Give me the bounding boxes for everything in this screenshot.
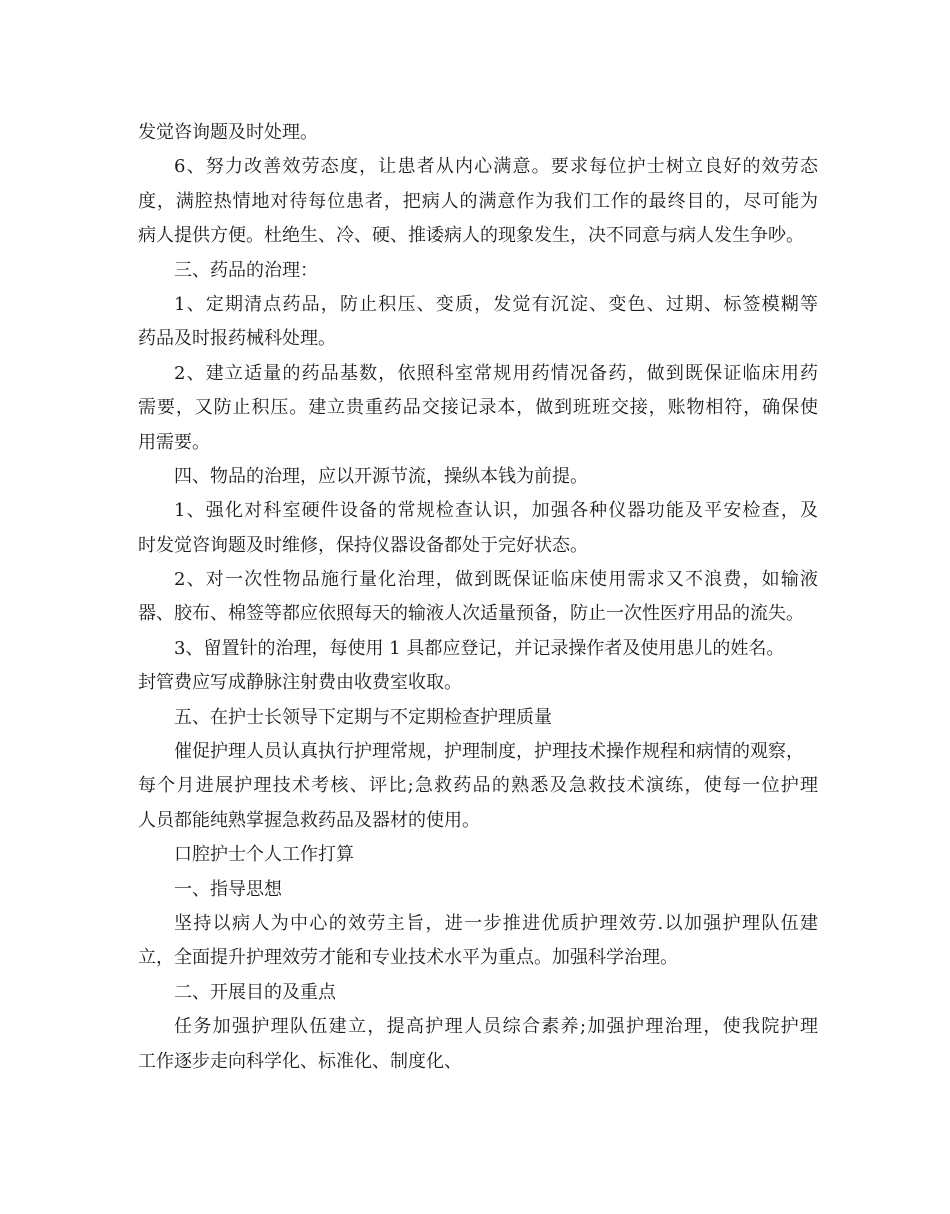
section-heading: 三、药品的治理： (174, 259, 318, 281)
paragraph-line: 1、强化对科室硬件设备的常规检查认识，加强各种仪器功能及平安检查，及 (174, 500, 818, 522)
paragraph-line: 时发觉咨询题及时维修，保持仪器设备都处于完好状态。 (138, 534, 588, 556)
paragraph-line: 用需要。 (138, 431, 210, 453)
paragraph-line: 器、胶布、棉签等都应依照每天的输液人次适量预备，防止一次性医疗用品的流失。 (138, 603, 804, 625)
section-heading: 五、在护士长领导下定期与不定期检查护理质量 (174, 706, 552, 728)
paragraph-line: 病人提供方便。杜绝生、冷、硬、推诿病人的现象发生，决不同意与病人发生争吵。 (138, 225, 804, 247)
paragraph-line: 2、建立适量的药品基数，依照科室常规用药情况备药，做到既保证临床用药 (174, 362, 818, 384)
paragraph-line: 3、留置针的治理，每使用 1 具都应登记，并记录操作者及使用患儿的姓名。 (174, 637, 785, 659)
document-body (138, 116, 818, 1079)
section-heading: 一、指导思想 (174, 878, 282, 900)
section-heading: 二、开展目的及重点 (174, 981, 336, 1003)
paragraph-line: 2、对一次性物品施行量化治理，做到既保证临床使用需求又不浪费，如输液 (174, 569, 818, 591)
paragraph-line: 6、努力改善效劳态度，让患者从内心满意。要求每位护士树立良好的效劳态 (174, 156, 818, 178)
paragraph-line: 封管费应写成静脉注射费由收费室收取。 (138, 672, 462, 694)
paragraph-line: 药品及时报药械科处理。 (138, 328, 336, 350)
paragraph-line: 人员都能纯熟掌握急救药品及器材的使用。 (138, 809, 480, 831)
section-heading: 四、物品的治理，应以开源节流，操纵本钱为前提。 (174, 465, 588, 487)
paragraph-line: 发觉咨询题及时处理。 (138, 122, 318, 143)
paragraph-line: 每个月进展护理技术考核、评比;急救药品的熟悉及急救技术演练，使每一位护理 (138, 775, 818, 797)
paragraph-line: 1、定期清点药品，防止积压、变质，发觉有沉淀、变色、过期、标签模糊等 (174, 293, 818, 315)
paragraph-line: 立，全面提升护理效劳才能和专业技术水平为重点。加强科学治理。 (138, 947, 678, 969)
paragraph-line: 需要，又防止积压。建立贵重药品交接记录本，做到班班交接，账物相符，确保使 (138, 397, 818, 419)
paragraph-line: 度，满腔热情地对待每位患者，把病人的满意作为我们工作的最终目的，尽可能为 (138, 190, 818, 212)
paragraph-line: 任务加强护理队伍建立，提高护理人员综合素养;加强护理治理，使我院护理 (174, 1016, 818, 1038)
paragraph-line: 坚持以病人为中心的效劳主旨，进一步推进优质护理效劳.以加强护理队伍建 (174, 912, 818, 934)
paragraph-line: 催促护理人员认真执行护理常规，护理制度，护理技术操作规程和病情的观察， (174, 741, 804, 763)
document-title: 口腔护士个人工作打算 (174, 844, 354, 866)
paragraph-line: 工作逐步走向科学化、标准化、制度化、 (138, 1050, 462, 1072)
